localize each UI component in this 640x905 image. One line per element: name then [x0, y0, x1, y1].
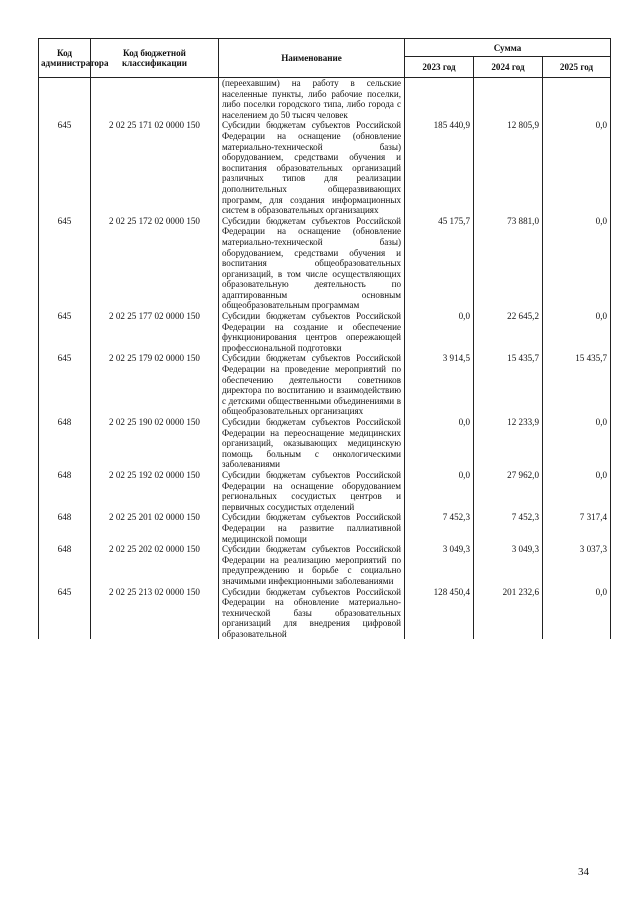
header-sum: Сумма [405, 39, 611, 57]
cell-sum-2024: 7 452,3 [474, 512, 543, 544]
cell-sum-2025: 0,0 [543, 587, 611, 640]
cell-name: Субсидии бюджетам субъектов Российской Федерации на оснащение (обновление материально-технической базы) оборудованием, средствами обучения и воспитания образовательных организаций различных типов для реализации дополнительных общеразвивающих программ, для создания информационных систем в образовательных организациях [219, 120, 405, 215]
cell-name: Субсидии бюджетам субъектов Российской Федерации на проведение мероприятий по обеспечению деятельности советников директора по воспитанию и взаимодействию с детскими общественными объединениями в общеобразовательных организациях [219, 353, 405, 417]
cell-sum-2025: 0,0 [543, 216, 611, 311]
cell-budget-code: 2 02 25 179 02 0000 150 [91, 353, 219, 417]
cell-sum-2024: 201 232,6 [474, 587, 543, 640]
table-row [39, 417, 611, 470]
table-row [39, 311, 611, 353]
cell-sum-2023: 45 175,7 [405, 216, 474, 311]
cell-budget-code: 2 02 25 202 02 0000 150 [91, 544, 219, 586]
cell-sum-2025 [543, 78, 611, 121]
cell-budget-code: 2 02 25 172 02 0000 150 [91, 216, 219, 311]
cell-sum-2024: 15 435,7 [474, 353, 543, 417]
cell-sum-2024: 12 805,9 [474, 120, 543, 215]
header-budget-code: Код бюджетной классификации [91, 39, 219, 78]
cell-sum-2024: 12 233,9 [474, 417, 543, 470]
cell-sum-2025: 15 435,7 [543, 353, 611, 417]
cell-admin-code: 645 [39, 587, 91, 640]
cell-sum-2025: 0,0 [543, 470, 611, 512]
cell-budget-code: 2 02 25 192 02 0000 150 [91, 470, 219, 512]
cell-admin-code: 648 [39, 544, 91, 586]
header-year-2024: 2024 год [474, 57, 543, 78]
cell-name: Субсидии бюджетам субъектов Российской Федерации на оснащение (обновление материально-технической базы) оборудованием, средствами обучения и воспитания общеобразовательных организаций, в том числе осуществляющих образовательную деятельность по адаптированным основным общеобразовательным программам [219, 216, 405, 311]
cell-sum-2023: 128 450,4 [405, 587, 474, 640]
cell-sum-2023: 0,0 [405, 417, 474, 470]
cell-sum-2024: 73 881,0 [474, 216, 543, 311]
cell-sum-2025: 3 037,3 [543, 544, 611, 586]
cell-name: Субсидии бюджетам субъектов Российской Федерации на обновление материально-технической базы образовательных организаций для внедрения цифровой образовательной [219, 587, 405, 640]
table-row [39, 544, 611, 586]
cell-name: Субсидии бюджетам субъектов Российской Федерации на создание и обеспечение функционирования центров опережающей профессиональной подготовки [219, 311, 405, 353]
cell-name: Субсидии бюджетам субъектов Российской Федерации на оснащение оборудованием региональных сосудистых центров и первичных сосудистых отделений [219, 470, 405, 512]
cell-admin-code: 645 [39, 311, 91, 353]
cell-admin-code: 648 [39, 417, 91, 470]
table-row [39, 78, 611, 121]
cell-sum-2025: 0,0 [543, 120, 611, 215]
cell-budget-code: 2 02 25 213 02 0000 150 [91, 587, 219, 640]
table-row [39, 470, 611, 512]
cell-sum-2023: 7 452,3 [405, 512, 474, 544]
cell-admin-code: 645 [39, 216, 91, 311]
cell-sum-2024: 22 645,2 [474, 311, 543, 353]
table-row [39, 587, 611, 640]
cell-sum-2025: 7 317,4 [543, 512, 611, 544]
budget-revenue-table [38, 38, 611, 639]
cell-budget-code: 2 02 25 177 02 0000 150 [91, 311, 219, 353]
cell-budget-code [91, 78, 219, 121]
page-number: 34 [578, 866, 589, 878]
header-year-2025: 2025 год [543, 57, 611, 78]
cell-sum-2025: 0,0 [543, 417, 611, 470]
cell-admin-code: 645 [39, 120, 91, 215]
cell-sum-2023: 185 440,9 [405, 120, 474, 215]
cell-sum-2023 [405, 78, 474, 121]
cell-sum-2024 [474, 78, 543, 121]
cell-name: Субсидии бюджетам субъектов Российской Федерации на переоснащение медицинских организаций, оказывающих медицинскую помощь больным с онкологическими заболеваниями [219, 417, 405, 470]
cell-sum-2025: 0,0 [543, 311, 611, 353]
table-header [39, 39, 611, 78]
table-row [39, 120, 611, 215]
cell-sum-2024: 3 049,3 [474, 544, 543, 586]
cell-admin-code: 648 [39, 512, 91, 544]
header-name: Наименование [219, 39, 405, 78]
cell-name: Субсидии бюджетам субъектов Российской Федерации на развитие паллиативной медицинской помощи [219, 512, 405, 544]
header-admin-code: Код администратора [39, 39, 91, 78]
table-body [39, 78, 611, 640]
cell-sum-2024: 27 962,0 [474, 470, 543, 512]
table-row [39, 216, 611, 311]
header-year-2023: 2023 год [405, 57, 474, 78]
cell-sum-2023: 0,0 [405, 470, 474, 512]
table-row [39, 353, 611, 417]
cell-sum-2023: 0,0 [405, 311, 474, 353]
cell-budget-code: 2 02 25 201 02 0000 150 [91, 512, 219, 544]
cell-admin-code: 645 [39, 353, 91, 417]
cell-budget-code: 2 02 25 171 02 0000 150 [91, 120, 219, 215]
cell-budget-code: 2 02 25 190 02 0000 150 [91, 417, 219, 470]
cell-admin-code [39, 78, 91, 121]
cell-admin-code: 648 [39, 470, 91, 512]
cell-sum-2023: 3 049,3 [405, 544, 474, 586]
table-row [39, 512, 611, 544]
cell-sum-2023: 3 914,5 [405, 353, 474, 417]
cell-name: (переехавшим) на работу в сельские населенные пункты, либо рабочие поселки, либо поселки городского типа, либо города с населением до 50 тысяч человек [219, 78, 405, 121]
cell-name: Субсидии бюджетам субъектов Российской Федерации на реализацию мероприятий по предупреждению и борьбе с социально значимыми инфекционными заболеваниями [219, 544, 405, 586]
